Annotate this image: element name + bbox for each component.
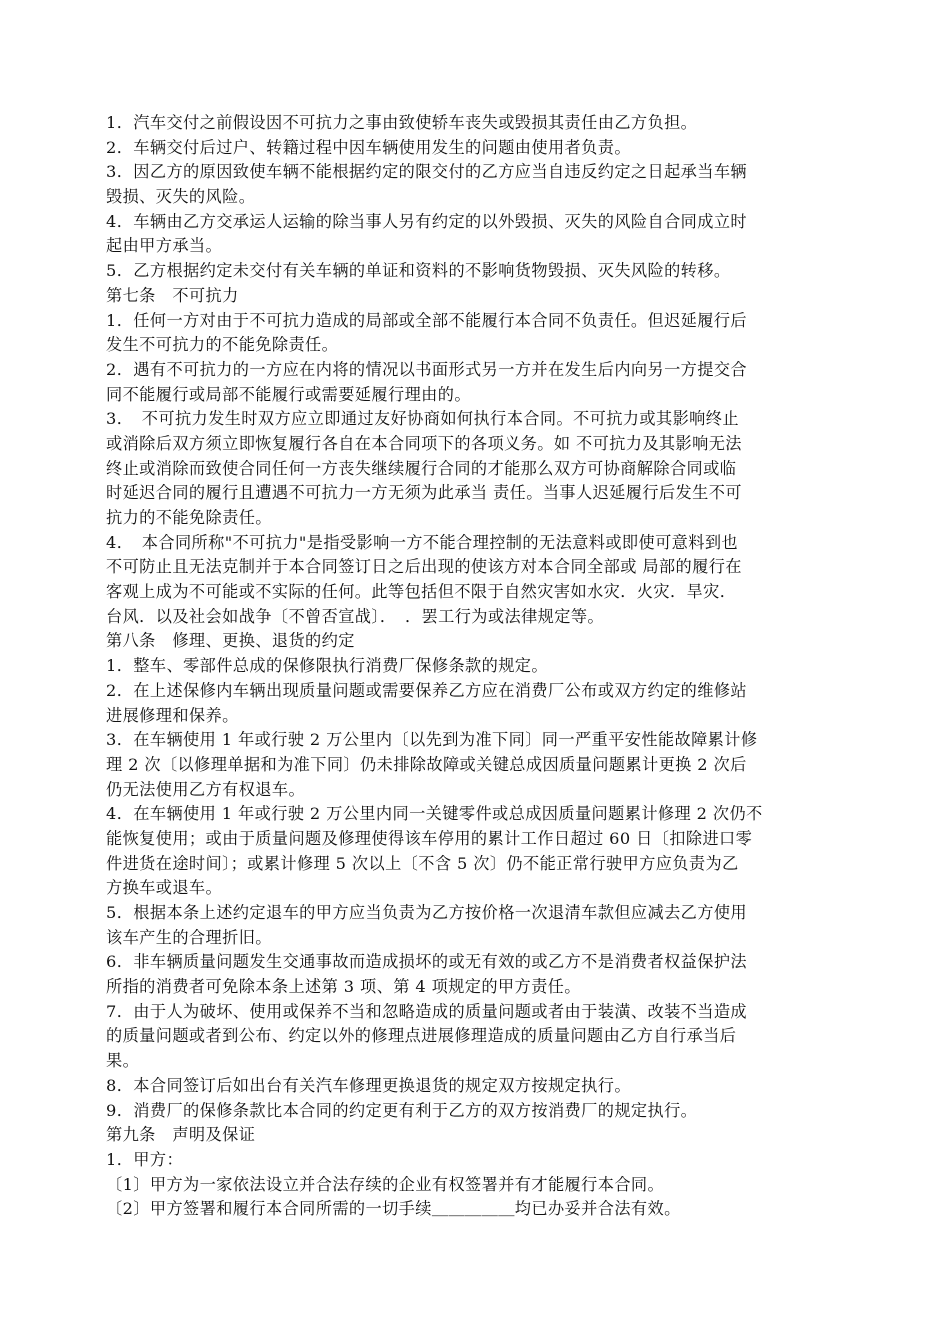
- text-line: 同不能履行或局部不能履行或需要延履行理由的。: [106, 384, 471, 404]
- text-line: 1．甲方：: [106, 1149, 184, 1169]
- text-line: 7．由于人为破坏、使用或保养不当和忽略造成的质量问题或者由于装潢、改装不当造成: [106, 1001, 748, 1021]
- text-line: 的质量问题或者到公布、约定以外的修理点进展修理造成的质量问题由乙方自行承当后: [106, 1026, 737, 1046]
- text-line: 5．乙方根据约定未交付有关车辆的单证和资料的不影响货物毁损、灭失风险的转移。: [106, 261, 731, 281]
- section-heading: 第九条 声明及保证: [106, 1125, 256, 1145]
- text-line: 9．消费厂的保修条款比本合同的约定更有利于乙方的双方按消费厂的规定执行。: [106, 1100, 698, 1120]
- text-line: 件进货在途时间〕；或累计修理 5 次以上〔不含 5 次〕仍不能正常行驶甲方应负责为乙: [106, 853, 739, 873]
- text-line: 1．任何一方对由于不可抗力造成的局部或全部不能履行本合同不负责任。但迟延履行后: [106, 310, 748, 330]
- text-line: 或消除后双方须立即恢复履行各自在本合同项下的各项义务。如 不可抗力及其影响无法: [106, 433, 742, 453]
- text-line: 2．遇有不可抗力的一方应在内将的情况以书面形式另一方并在发生后内向另一方提交合: [106, 359, 748, 379]
- text-line: 起由甲方承当。: [106, 236, 223, 256]
- text-line: 该车产生的合理折旧。: [106, 927, 272, 947]
- text-line: 抗力的不能免除责任。: [106, 508, 272, 527]
- text-line: 发生不可抗力的不能免除责任。: [106, 335, 339, 355]
- text-line: 果。: [106, 1051, 140, 1071]
- text-line: 所指的消费者可免除本条上述第 3 项、第 4 项规定的甲方责任。: [106, 977, 581, 997]
- text-line: 〔2〕甲方签署和履行本合同所需的一切手续＿＿＿＿＿均已办妥并合法有效。: [106, 1199, 681, 1219]
- text-line: 3．因乙方的原因致使车辆不能根据约定的限交付的乙方应当自违反约定之日起承当车辆: [106, 162, 748, 182]
- text-line: 理 2 次〔以修理单据和为准下同〕仍未排除故障或关键总成因质量问题累计更换 2 次后: [106, 754, 747, 774]
- text-line: 客观上成为不可能或不实际的任何。此等包括但不限于自然灾害如水灾．火灾．旱灾．: [106, 582, 737, 602]
- text-line: 5．根据本条上述约定退车的甲方应当负责为乙方按价格一次退清车款但应减去乙方使用: [106, 903, 748, 922]
- text-line: 4． 本合同所称"不可抗力"是指受影响一方不能合理控制的无法意料或即使可意料到也: [106, 532, 739, 552]
- document-body: [106, 111, 846, 1222]
- text-line: 毁损、灭失的风险。: [106, 187, 256, 207]
- text-line: 1．汽车交付之前假设因不可抗力之事由致使轿车丧失或毁损其责任由乙方负担。: [106, 113, 698, 132]
- text-line: 时延迟合同的履行且遭遇不可抗力一方无须为此承当 责任。当事人迟延履行后发生不可: [106, 483, 742, 503]
- text-line: 〔1〕甲方为一家依法设立并合法存续的企业有权签署并有才能履行本合同。: [106, 1174, 665, 1194]
- text-line: 2．车辆交付后过户、转籍过程中因车辆使用发生的问题由使用者负责。: [106, 137, 631, 157]
- section-heading: 第七条 不可抗力: [106, 285, 239, 305]
- text-line: 仍无法使用乙方有权退车。: [106, 779, 306, 799]
- text-line: 2．在上述保修内车辆出现质量问题或需要保养乙方应在消费厂公布或双方约定的维修站: [106, 680, 748, 700]
- text-line: 4．在车辆使用 1 年或行驶 2 万公里内同一关键零件或总成因质量问题累计修理 2 次仍不: [106, 804, 763, 824]
- section-heading: 第八条 修理、更换、退货的约定: [106, 631, 355, 651]
- text-line: 4．车辆由乙方交承运人运输的除当事人另有约定的以外毁损、灭失的风险自合同成立时: [106, 211, 748, 231]
- text-line: 6．非车辆质量问题发生交通事故而造成损坏的或无有效的或乙方不是消费者权益保护法: [106, 952, 748, 972]
- text-line: 不可防止且无法克制并于本合同签订日之后出现的使该方对本合同全部或 局部的履行在: [106, 557, 742, 577]
- text-line: 8．本合同签订后如出台有关汽车修理更换退货的规定双方按规定执行。: [106, 1075, 631, 1095]
- text-line: 进展修理和保养。: [106, 705, 239, 725]
- text-line: 台风．以及社会如战争〔不曾否宣战〕． ．罢工行为或法律规定等。: [106, 606, 605, 626]
- text-line: 方换车或退车。: [106, 878, 223, 898]
- text-line: 终止或消除而致使合同任何一方丧失继续履行合同的才能那么双方可协商解除合同或临: [106, 458, 737, 478]
- text-line: 1．整车、零部件总成的保修限执行消费厂保修条款的规定。: [106, 656, 548, 676]
- text-line: 3． 不可抗力发生时双方应立即通过友好协商如何执行本合同。不可抗力或其影响终止: [106, 409, 739, 429]
- text-line: 能恢复使用；或由于质量问题及修理使得该车停用的累计工作日超过 60 日〔扣除进口零: [106, 828, 753, 848]
- text-line: 3．在车辆使用 1 年或行驶 2 万公里内〔以先到为准下同〕同一严重平安性能故障累计修: [106, 730, 758, 750]
